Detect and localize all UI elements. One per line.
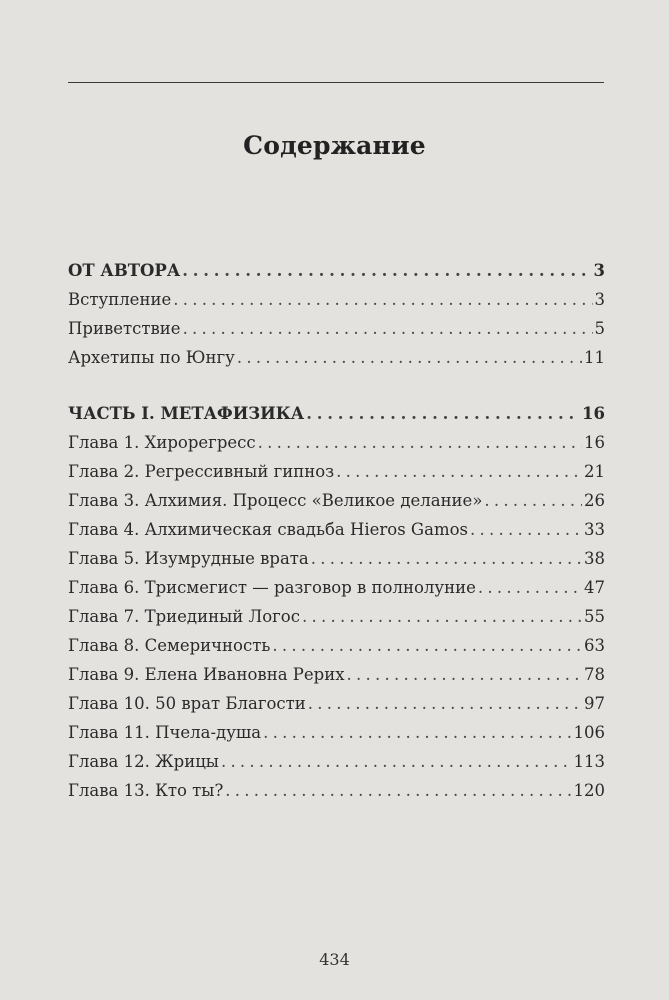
- dot-leader: [258, 433, 582, 453]
- toc-entry-label: Глава 3. Алхимия. Процесс «Великое делание»: [68, 491, 483, 510]
- toc-entry-label: Глава 9. Елена Ивановна Рерих: [68, 665, 345, 684]
- dot-leader: [237, 348, 582, 368]
- toc-entry-page: 33: [584, 520, 605, 539]
- toc-entry-page: 97: [584, 694, 605, 713]
- toc-entry-page: 78: [584, 665, 605, 684]
- toc-entry-chapter[interactable]: [68, 636, 605, 656]
- toc-entry-chapter[interactable]: [68, 607, 605, 627]
- toc-entry-label: Глава 10. 50 врат Благости: [68, 694, 306, 713]
- toc-entry[interactable]: [68, 290, 605, 310]
- toc-entry-part-author[interactable]: [68, 261, 605, 281]
- dot-leader: [221, 752, 572, 772]
- dot-leader: [484, 491, 582, 511]
- dot-leader: [347, 665, 582, 685]
- dot-leader: [478, 578, 582, 598]
- toc-entry-page: 47: [584, 578, 605, 597]
- toc-entry-chapter[interactable]: [68, 694, 605, 714]
- toc-entry-chapter[interactable]: [68, 549, 605, 569]
- dot-leader: [182, 261, 591, 281]
- toc-entry[interactable]: [68, 348, 605, 368]
- toc-entry-label: Вступление: [68, 290, 172, 309]
- toc-entry-label: ОТ АВТОРА: [68, 261, 181, 280]
- toc-entry-page: 3: [593, 261, 605, 280]
- dot-leader: [311, 549, 582, 569]
- toc-entry-page: 3: [594, 290, 605, 309]
- toc-entry-page: 106: [573, 723, 605, 742]
- toc-entry-label: Приветствие: [68, 319, 181, 338]
- toc-entry-chapter[interactable]: [68, 781, 605, 801]
- toc-entry-page: 63: [584, 636, 605, 655]
- toc-entry-label: Глава 5. Изумрудные врата: [68, 549, 309, 568]
- toc-entry-chapter[interactable]: [68, 665, 605, 685]
- dot-leader: [470, 520, 582, 540]
- toc-entry[interactable]: [68, 319, 605, 339]
- toc-entry-label: Глава 1. Хирорегресс: [68, 433, 256, 452]
- toc-entry-label: Глава 8. Семеричность: [68, 636, 271, 655]
- dot-leader: [183, 319, 593, 339]
- dot-leader: [336, 462, 582, 482]
- toc-entry-page: 38: [584, 549, 605, 568]
- toc-entry-page: 113: [573, 752, 605, 771]
- toc-entry-page: 26: [584, 491, 605, 510]
- dot-leader: [308, 694, 582, 714]
- toc-entry-chapter[interactable]: [68, 752, 605, 772]
- toc-entry-label: Глава 6. Трисмегист — разговор в полнолуние: [68, 578, 476, 597]
- toc-entry-label: Глава 2. Регрессивный гипноз: [68, 462, 335, 481]
- toc-entry-chapter[interactable]: [68, 578, 605, 598]
- toc-entry-label: Глава 4. Алхимическая свадьба Hieros Gamos: [68, 520, 468, 539]
- toc-entry-label: Архетипы по Юнгу: [68, 348, 235, 367]
- dot-leader: [173, 290, 592, 310]
- toc-entry-page: 16: [584, 433, 605, 452]
- table-of-contents: [68, 0, 605, 1000]
- page-title: Содержание: [243, 131, 426, 160]
- toc-entry-label: Глава 12. Жрицы: [68, 752, 219, 771]
- toc-entry-chapter[interactable]: [68, 723, 605, 743]
- dot-leader: [272, 636, 582, 656]
- toc-entry-label: Глава 13. Кто ты?: [68, 781, 224, 800]
- toc-entry-part-1[interactable]: [68, 404, 605, 424]
- toc-entry-label: Глава 11. Пчела-душа: [68, 723, 262, 742]
- toc-entry-page: 16: [582, 404, 605, 423]
- page-number: 434: [319, 950, 350, 969]
- toc-entry-page: 5: [594, 319, 605, 338]
- toc-entry-label: ЧАСТЬ I. МЕТАФИЗИКА: [68, 404, 305, 423]
- toc-entry-chapter[interactable]: [68, 462, 605, 482]
- toc-entry-page: 55: [584, 607, 605, 626]
- dot-leader: [263, 723, 571, 743]
- dot-leader: [306, 404, 580, 424]
- toc-entry-page: 11: [584, 348, 605, 367]
- toc-entry-page: 120: [573, 781, 605, 800]
- toc-entry-page: 21: [584, 462, 605, 481]
- toc-entry-chapter[interactable]: [68, 491, 605, 511]
- toc-entry-label: Глава 7. Триединый Логос: [68, 607, 300, 626]
- dot-leader: [225, 781, 571, 801]
- toc-entry-chapter[interactable]: [68, 433, 605, 453]
- toc-entry-chapter[interactable]: [68, 520, 605, 540]
- dot-leader: [302, 607, 582, 627]
